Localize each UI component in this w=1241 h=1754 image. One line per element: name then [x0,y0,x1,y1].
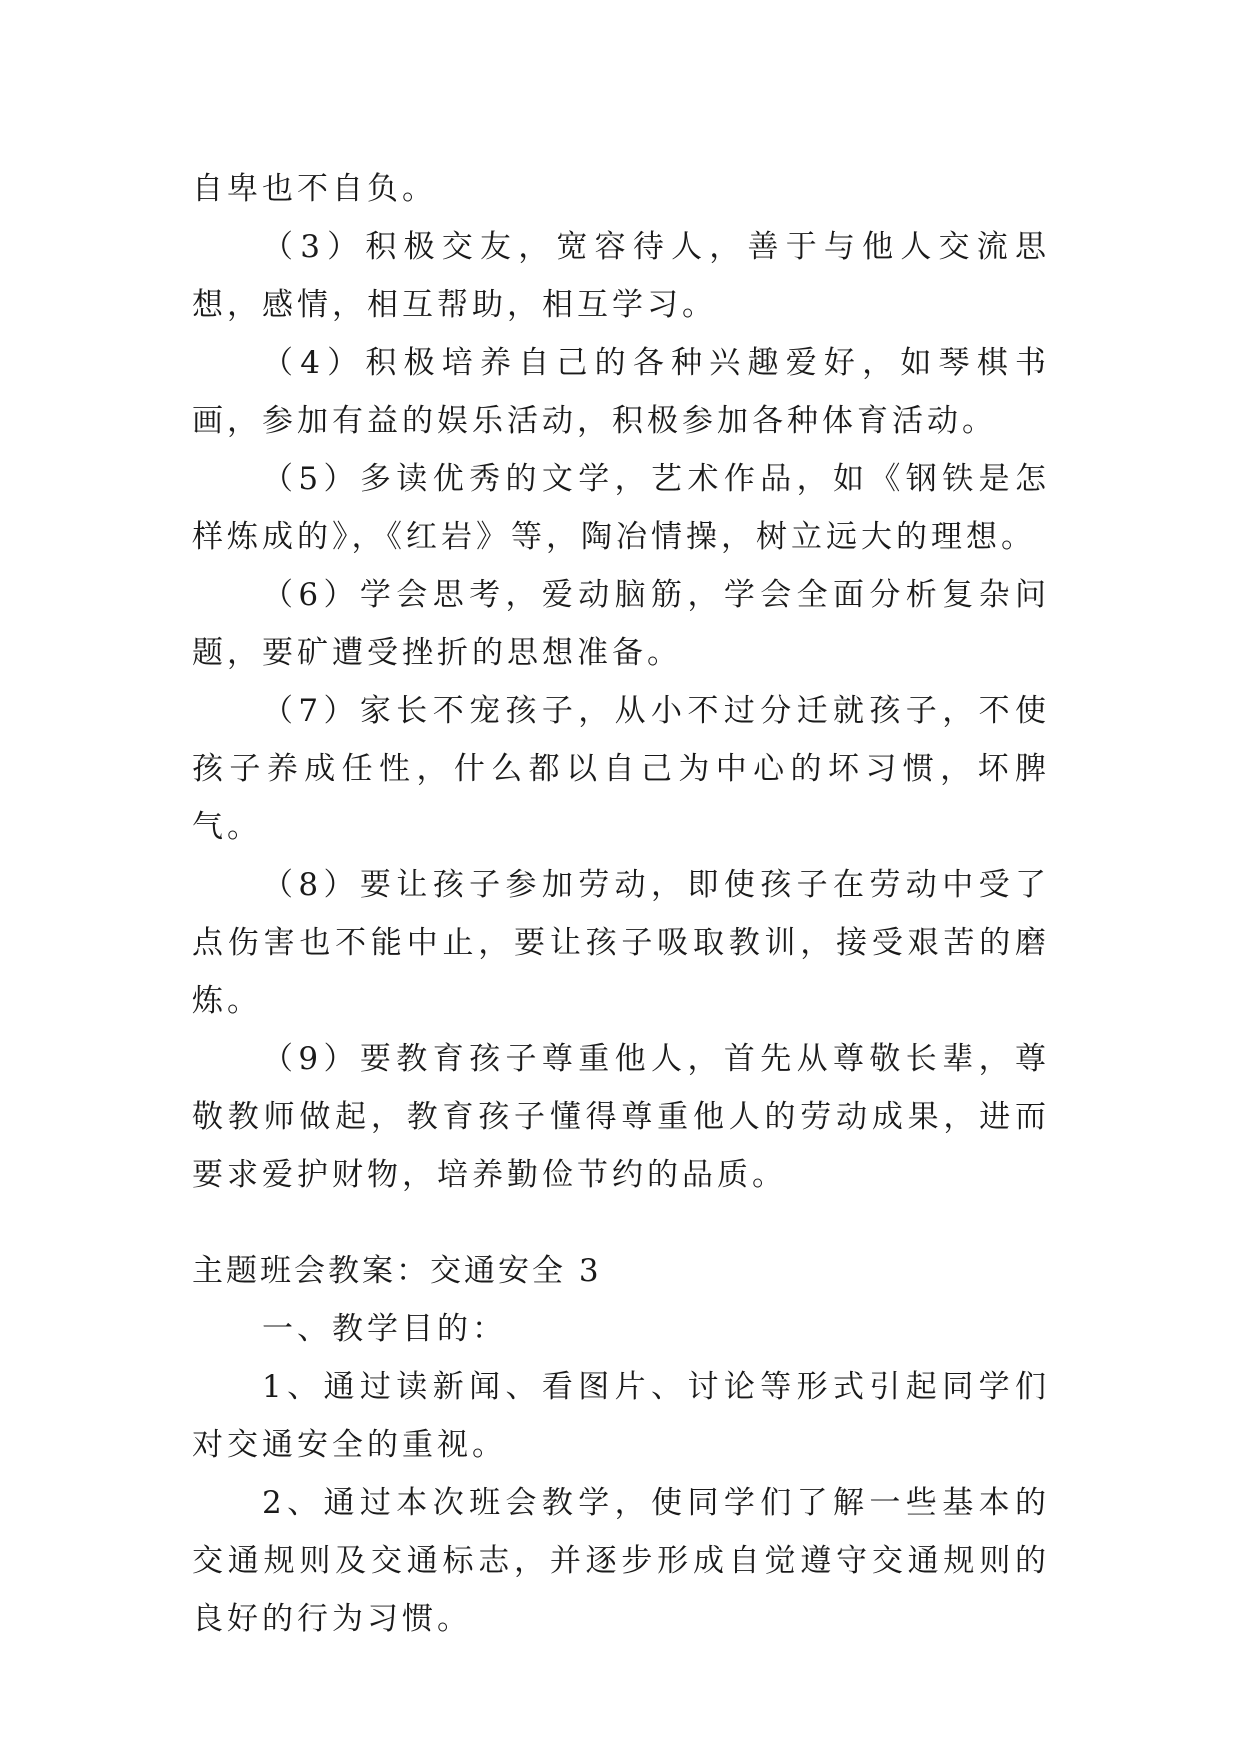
document-body [192,160,1050,1648]
paragraph-continuation: 自卑也不自负。 [192,171,437,207]
paragraph-item-5: （5）多读优秀的文学，艺术作品，如《钢铁是怎样炼成的》，《红岩》等，陶冶情操，树立远大的理想。 [192,461,1050,555]
goal-item-2: 2、通过本次班会教学，使同学们了解一些基本的交通规则及交通标志，并逐步形成自觉遵守交通规则的良好的行为习惯。 [192,1485,1050,1637]
goal-item-1: 1、通过读新闻、看图片、讨论等形式引起同学们对交通安全的重视。 [192,1369,1050,1463]
paragraph-item-6: （6）学会思考，爱动脑筋，学会全面分析复杂问题，要矿遭受挫折的思想准备。 [192,577,1050,671]
heading-teaching-goals: 一、教学目的： [262,1311,507,1347]
paragraph-item-4: （4）积极培养自己的各种兴趣爱好，如琴棋书画，参加有益的娱乐活动，积极参加各种体育活动。 [192,345,1050,439]
paragraph-item-9: （9）要教育孩子尊重他人，首先从尊敬长辈，尊敬教师做起，教育孩子懂得尊重他人的劳动成果，进而要求爱护财物，培养勤俭节约的品质。 [192,1041,1050,1193]
paragraph-item-8: （8）要让孩子参加劳动，即使孩子在劳动中受了点伤害也不能中止，要让孩子吸取教训，接受艰苦的磨炼。 [192,867,1050,1019]
paragraph-item-7: （7）家长不宠孩子，从小不过分迁就孩子，不使孩子养成任性，什么都以自己为中心的坏习惯，坏脾气。 [192,693,1050,845]
section-title: 主题班会教案：交通安全 3 [192,1253,602,1289]
paragraph-item-3: （3）积极交友，宽容待人，善于与他人交流思想，感情，相互帮助，相互学习。 [192,229,1050,323]
